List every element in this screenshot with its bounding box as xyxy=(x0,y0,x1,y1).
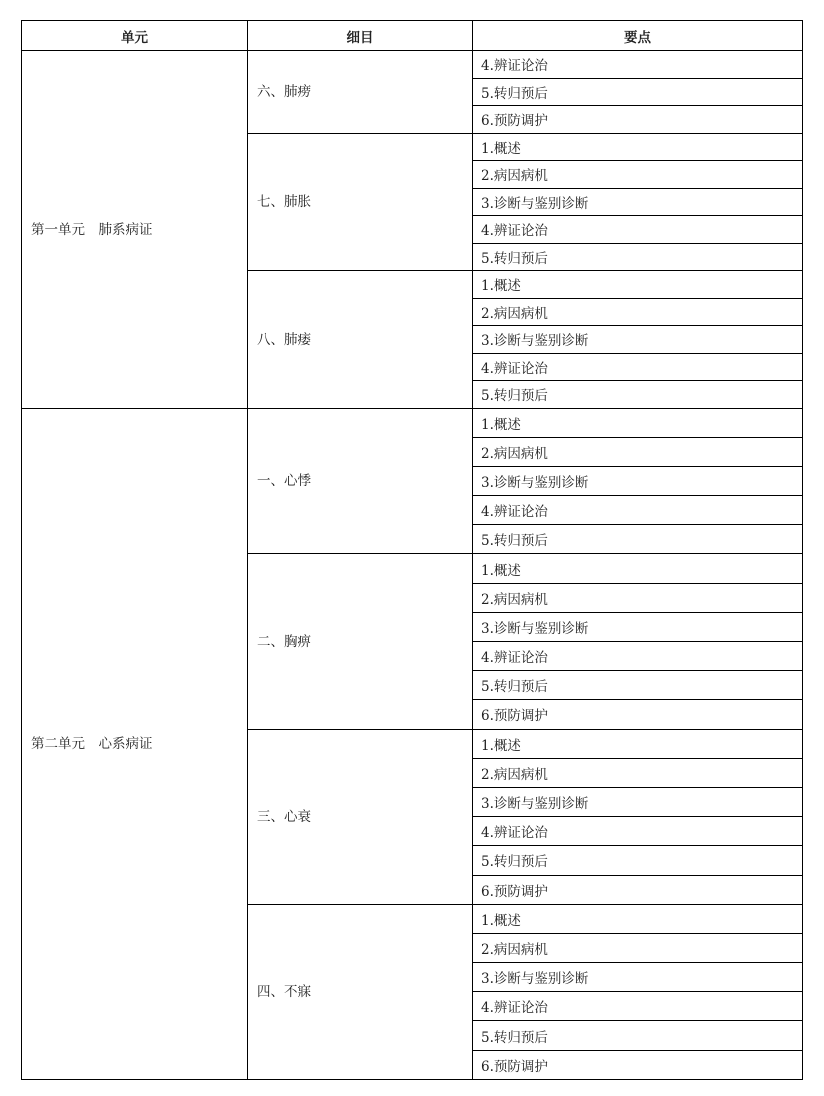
point-cell: 3.诊断与鉴别诊断 xyxy=(473,188,803,216)
unit-cell: 第一单元 肺系病证 xyxy=(22,51,248,409)
point-cell: 5.转归预后 xyxy=(473,525,803,554)
item-cell: 三、心衰 xyxy=(248,729,473,904)
point-cell: 4.辨证论治 xyxy=(473,496,803,525)
point-cell: 1.概述 xyxy=(473,554,803,583)
point-cell: 2.病因病机 xyxy=(473,437,803,466)
point-cell: 2.病因病机 xyxy=(473,161,803,189)
item-cell: 二、胸痹 xyxy=(248,554,473,729)
header-unit: 单元 xyxy=(22,21,248,51)
point-cell: 2.病因病机 xyxy=(473,933,803,962)
point-cell: 3.诊断与鉴别诊断 xyxy=(473,326,803,354)
point-cell: 4.辨证论治 xyxy=(473,817,803,846)
point-cell: 1.概述 xyxy=(473,904,803,933)
point-cell: 5.转归预后 xyxy=(473,671,803,700)
point-cell: 4.辨证论治 xyxy=(473,353,803,381)
unit-cell: 第二单元 心系病证 xyxy=(22,408,248,1079)
point-cell: 3.诊断与鉴别诊断 xyxy=(473,612,803,641)
header-item: 细目 xyxy=(248,21,473,51)
item-cell: 七、肺胀 xyxy=(248,133,473,271)
point-cell: 2.病因病机 xyxy=(473,583,803,612)
table-row xyxy=(22,408,803,437)
point-cell: 4.辨证论治 xyxy=(473,216,803,244)
point-cell: 5.转归预后 xyxy=(473,78,803,106)
item-cell: 一、心悸 xyxy=(248,408,473,554)
header-row xyxy=(22,21,803,51)
point-cell: 1.概述 xyxy=(473,133,803,161)
point-cell: 1.概述 xyxy=(473,271,803,299)
point-cell: 4.辨证论治 xyxy=(473,992,803,1021)
header-point: 要点 xyxy=(473,21,803,51)
point-cell: 1.概述 xyxy=(473,729,803,758)
point-cell: 4.辨证论治 xyxy=(473,51,803,79)
item-cell: 六、肺痨 xyxy=(248,51,473,134)
point-cell: 5.转归预后 xyxy=(473,381,803,409)
item-cell: 八、肺痿 xyxy=(248,271,473,409)
point-cell: 5.转归预后 xyxy=(473,846,803,875)
point-cell: 2.病因病机 xyxy=(473,298,803,326)
point-cell: 3.诊断与鉴别诊断 xyxy=(473,963,803,992)
point-cell: 2.病因病机 xyxy=(473,758,803,787)
point-cell: 3.诊断与鉴别诊断 xyxy=(473,787,803,816)
point-cell: 6.预防调护 xyxy=(473,106,803,134)
table-body xyxy=(22,51,803,1080)
point-cell: 6.预防调护 xyxy=(473,1050,803,1079)
point-cell: 3.诊断与鉴别诊断 xyxy=(473,466,803,495)
point-cell: 4.辨证论治 xyxy=(473,642,803,671)
syllabus-table xyxy=(21,20,803,1080)
table-row xyxy=(22,51,803,79)
point-cell: 5.转归预后 xyxy=(473,243,803,271)
point-cell: 6.预防调护 xyxy=(473,700,803,729)
point-cell: 6.预防调护 xyxy=(473,875,803,904)
point-cell: 5.转归预后 xyxy=(473,1021,803,1050)
item-cell: 四、不寐 xyxy=(248,904,473,1079)
point-cell: 1.概述 xyxy=(473,408,803,437)
